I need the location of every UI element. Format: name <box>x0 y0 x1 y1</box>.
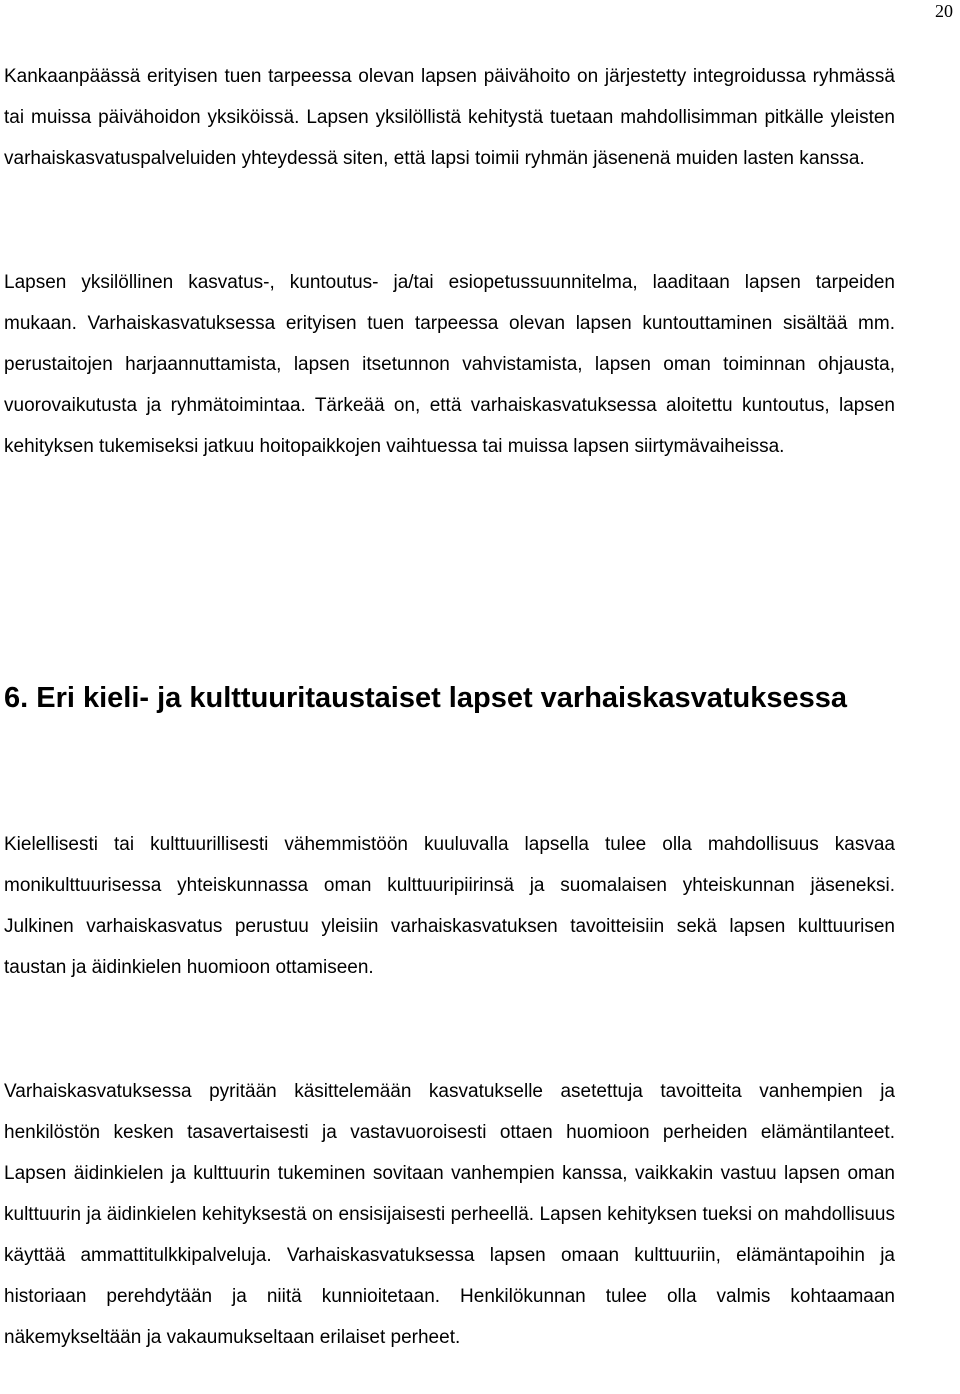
paragraph-individual-plan: Lapsen yksilöllinen kasvatus-, kuntoutus- ja/tai esiopetussuunnitelma, laaditaan lapsen tarpeiden mukaan. Varhaiskasvatuksessa erityisen tuen tarpeessa olevan lapsen kuntouttaminen sisältää mm. perustaitojen harjaannuttamista, lapsen itsetunnon vahvistamista, lapsen oman toiminnan ohjausta, vuorovaikutusta ja ryhmätoimintaa. Tärkeää on, että varhaiskasvatuksessa aloitettu kuntoutus, lapsen kehityksen tukemiseksi jatkuu hoitopaikkojen vaihtuessa tai muissa lapsen siirtymävaiheissa. <box>4 272 895 457</box>
section-heading: 6. Eri kieli- ja kulttuuritaustaiset lapset varhaiskasvatuksessa <box>4 682 848 714</box>
page-number: 20 <box>935 1 953 21</box>
paragraph-integrated-daycare: Kankaanpäässä erityisen tuen tarpeessa olevan lapsen päivähoito on järjestetty integroidussa ryhmässä tai muissa päivähoidon yksiköissä. Lapsen yksilöllistä kehitystä tuetaan mahdollisimman pitkälle yleisten varhaiskasvatuspalveluiden yhteydessä siten, että lapsi toimii ryhmän jäsenenä muiden lasten kanssa. <box>4 66 895 169</box>
paragraph-family-cooperation: Varhaiskasvatuksessa pyritään käsittelemään kasvatukselle asetettuja tavoitteita vanhempien ja henkilöstön kesken tasavertaisesti ja vastavuoroisesti ottaen huomioon perheiden elämäntilanteet. Lapsen äidinkielen ja kulttuurin tukeminen sovitaan vanhempien kanssa, vaikkakin vastuu lapsen oman kulttuurin ja äidinkielen kehityksestä on ensisijaisesti perheellä. Lapsen kehityksen tueksi on mahdollisuus käyttää ammattitulkkipalveluja. Varhaiskasvatuksessa lapsen omaan kulttuuriin, elämäntapoihin ja historiaan perehdytään ja niitä kunnioitetaan. Henkilökunnan tulee olla valmis kohtaamaan näkemykseltään ja vakaumukseltaan erilaiset perheet. <box>4 1081 895 1348</box>
paragraph-minority-children: Kielellisesti tai kulttuurillisesti vähemmistöön kuuluvalla lapsella tulee olla mahdollisuus kasvaa monikulttuurisessa yhteiskunnassa oman kulttuuripiirinsä ja suomalaisen yhteiskunnan jäseneksi. Julkinen varhaiskasvatus perustuu yleisiin varhaiskasvatuksen tavoitteisiin sekä lapsen kulttuurisen taustan ja äidinkielen huomioon ottamiseen. <box>4 834 895 978</box>
